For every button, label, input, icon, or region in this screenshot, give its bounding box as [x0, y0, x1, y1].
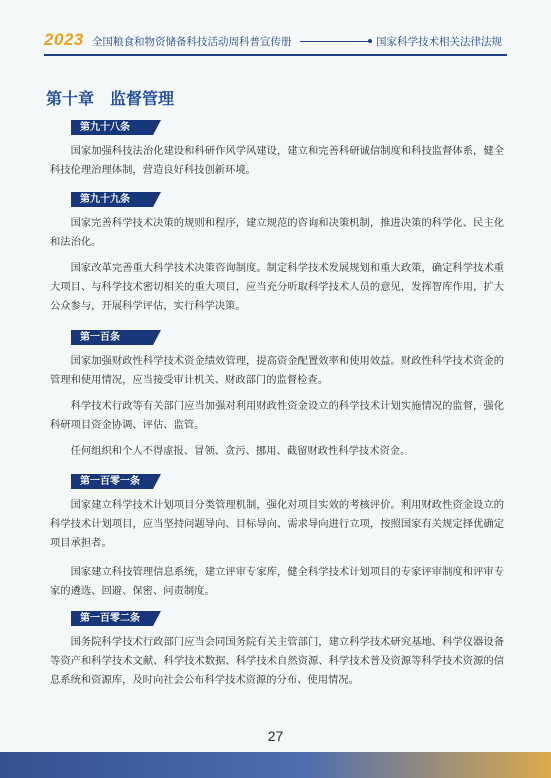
header-year: 2023 [44, 30, 84, 49]
article-paragraph: 国务院科学技术行政部门应当会同国务院有关主管部门，建立科学技术研究基地、科学仪器设备等资产和科学技术文献、科学技术数据、科学技术自然资源、科学技术普及资源等科学技术资源的信息系统和资源库，及时向社会公布科学技术资源的分布、使用情况。 [50, 636, 504, 686]
article-paragraph: 科学技术行政等有关部门应当加强对利用财政性资金设立的科学技术计划实施情况的监督，强化科研项目资金协调、评估、监管。 [50, 400, 504, 431]
article-label: 第一百零一条 [71, 474, 153, 489]
header-book-title: 国家科学技术相关法律法规 [376, 36, 502, 48]
page-header [0, 0, 551, 62]
article-paragraph: 国家加强财政性科学技术资金绩效管理，提高资金配置效率和使用效益。财政性科学技术资金的管理和使用情况，应当接受审计机关、财政部门的监督检查。 [50, 355, 504, 386]
header-divider-line [300, 41, 370, 42]
chapter-title: 第十章 监督管理 [46, 89, 175, 108]
article-paragraph: 国家建立科学技术计划项目分类管理机制，强化对项目实效的考核评价。利用财政性资金设立的科学技术计划项目，应当坚持问题导向、目标导向、需求导向进行立项，按照国家有关规定择优确定项目承担者。 [50, 499, 504, 549]
page-number: 27 [267, 728, 284, 744]
article-paragraph: 国家改革完善重大科学技术决策咨询制度。制定科学技术发展规划和重大政策，确定科学技术重大项目、与科学技术密切相关的重大项目，应当充分听取科学技术人员的意见，发挥智库作用，扩大公众参与，开展科学评估，实行科学决策。 [50, 262, 504, 312]
article-label: 第一百条 [71, 330, 153, 345]
article-label: 第九十八条 [71, 120, 153, 135]
article-label: 第九十九条 [71, 192, 153, 207]
article-paragraph: 任何组织和个人不得虚报、冒领、贪污、挪用、截留财政性科学技术资金。 [70, 445, 411, 457]
article-paragraph: 国家加强科技法治化建设和科研作风学风建设，建立和完善科研诚信制度和科技监督体系，健全科技伦理治理体制，营造良好科技创新环境。 [50, 145, 504, 176]
article-paragraph: 国家完善科学技术决策的规则和程序，建立规范的咨询和决策机制，推进决策的科学化、民主化和法治化。 [50, 217, 504, 248]
article-paragraph: 国家建立科技管理信息系统，建立评审专家库，健全科学技术计划项目的专家评审制度和评审专家的遴选、回避、保密、问责制度。 [50, 566, 504, 597]
article-label: 第一百零二条 [71, 611, 153, 626]
header-event-title: 全国粮食和物资储备科技活动周科普宣传册 [92, 36, 292, 48]
header-rule [44, 54, 507, 56]
footer-decoration [0, 752, 551, 778]
